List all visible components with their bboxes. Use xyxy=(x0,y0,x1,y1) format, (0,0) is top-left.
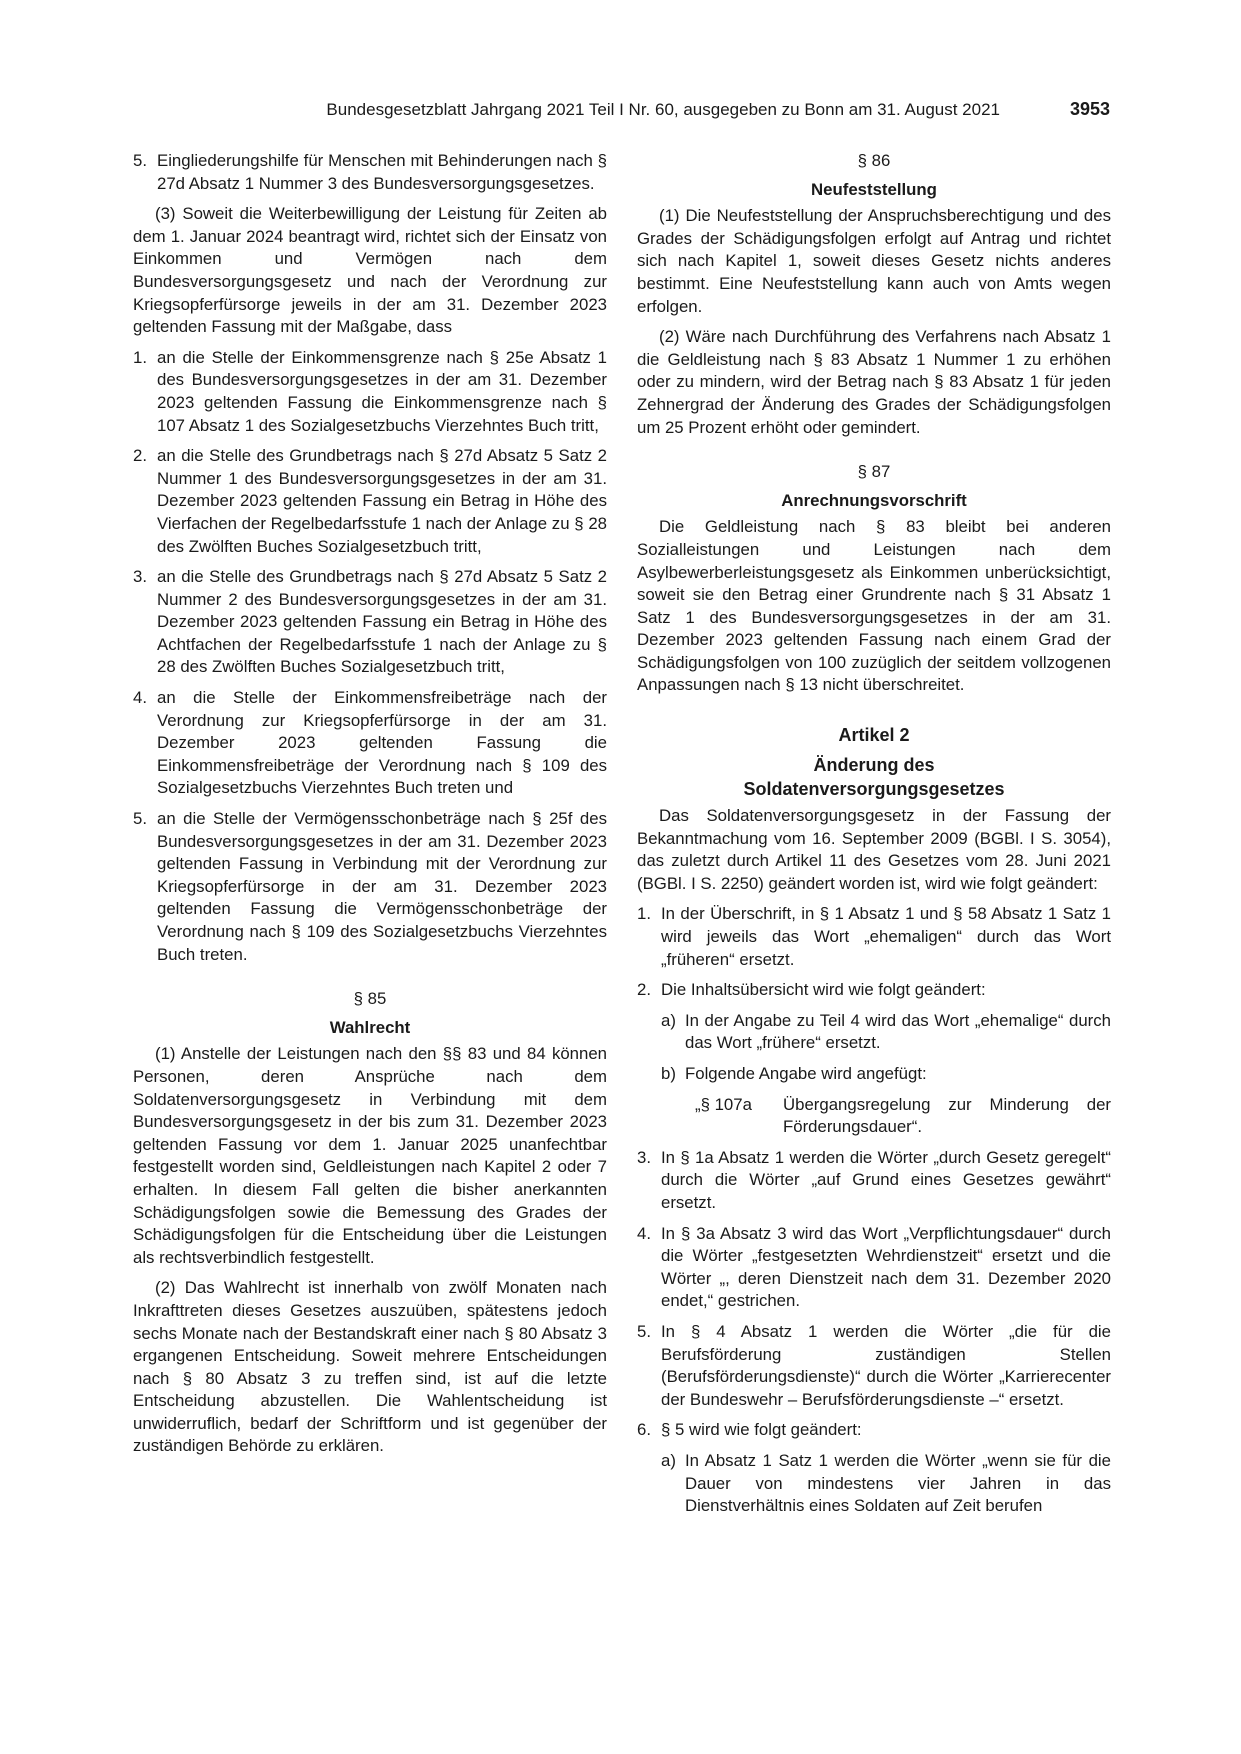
paragraph: (2) Das Wahlrecht ist innerhalb von zwölf Monaten nach Inkrafttreten dieses Gesetzes auszuüben, spätestens jedoch sechs Monate nach der Bestandskraft einer nach § 80 Absatz 3 ergangenen Entscheidung. Soweit mehrere Entscheidungen nach § 80 Absatz 3 zu treffen sind, ist auf die letzte Entscheidung abzustellen. Die Wahlentscheidung ist unwiderruflich, bedarf der Schriftform und ist gegenüber der zuständigen Behörde zu erklären. xyxy=(133,1278,607,1456)
paragraph: Das Soldatenversorgungsgesetz in der Fassung der Bekanntmachung vom 16. September 2009 (BGBl. I S. 3054), das zuletzt durch Artikel 11 des Gesetzes vom 28. Juni 2021 (BGBl. I S. 2250) geändert worden ist, wird wie folgt geändert: xyxy=(637,806,1111,893)
list-item: 3. an die Stelle des Grundbetrags nach § 27d Absatz 5 Satz 2 Nummer 2 des Bundesversorgungsgesetzes in der am 31. Dezember 2023 geltenden Fassung ein Betrag in Höhe des Achtfachen der Regelbedarfsstufe 1 nach der Anlage zu § 28 des Zwölften Buches Sozialgesetzbuch tritt, xyxy=(133,567,607,677)
list-subitem: a) In Absatz 1 Satz 1 werden die Wörter „wenn sie für die Dauer von mindestens vier Jahren in das Dienstverhältnis eines Soldaten auf Zeit berufen xyxy=(661,1450,1111,1516)
list-item: 5. In § 4 Absatz 1 werden die Wörter „die für die Berufsförderung zuständigen Stellen (Berufsförderungsdienste)“ durch die Wörter „Karrierecenter der Bundeswehr – Berufsförderungsdienste –“ ersetzt. xyxy=(637,1321,1111,1409)
paragraph: (3) Soweit die Weiterbewilligung der Leistung für Zeiten ab dem 1. Januar 2024 beantragt wird, richtet sich der Einsatz von Einkommen und Vermögen nach dem Bundesversorgungsgesetz und nach der Verordnung zur Kriegsopferfürsorge jeweils in der am 31. Dezember 2023 geltenden Fassung mit der Maßgabe, dass xyxy=(133,204,607,337)
list-subitem: b) Folgende Angabe wird angefügt: xyxy=(661,1064,927,1083)
list-subitem: a) In der Angabe zu Teil 4 wird das Wort „ehemalige“ durch das Wort „frühere“ ersetzt. xyxy=(661,1010,1111,1053)
left-column xyxy=(133,150,607,1466)
section-title: Anrechnungsvorschrift xyxy=(781,490,967,510)
quoted-entry: „§ 107a Übergangsregelung zur Minderung der Förderungsdauer“. xyxy=(695,1094,1111,1137)
list-item: 5. an die Stelle der Vermögensschonbeträge nach § 25f des Bundesversorgungsgesetzes in der am 31. Dezember 2023 geltenden Fassung in Verbindung mit der Verordnung zur Kriegsopferfürsorge in der am 31. Dezember 2023 geltenden Fassung die Vermögensschonbeträge der Verordnung nach § 109 des Sozialgesetzbuchs Vierzehntes Buch treten. xyxy=(133,809,607,964)
section-number: § 85 xyxy=(353,989,387,1009)
list-item: 4. In § 3a Absatz 3 wird das Wort „Verpflichtungsdauer“ durch die Wörter „festgesetzten Wehrdienstzeit“ ersetzt und die Wörter „, deren Dienstzeit nach dem 31. Dezember 2020 endet,“ gestrichen. xyxy=(637,1223,1111,1311)
list-item: 6. § 5 wird wie folgt geändert: xyxy=(637,1420,862,1440)
section-title: Wahlrecht xyxy=(329,1017,411,1037)
paragraph: (1) Anstelle der Leistungen nach den §§ 83 und 84 können Personen, deren Ansprüche nach dem Soldatenversorgungsgesetz in Verbindung mit dem Bundesversorgungsgesetz in der bis zum 31. Dezember 2023 geltenden Fassung vor dem 1. Januar 2025 unanfechtbar festgestellt worden sind, Geldleistungen nach Kapitel 2 oder 7 erhalten. In diesem Fall gelten die bisher anerkannten Schädigungsfolgen sowie die Bemessung des Grades der Schädigungsfolgen für die Entscheidung über die Leistungen als rechtsverbindlich festgestellt. xyxy=(133,1044,607,1267)
list-item: 1. In der Überschrift, in § 1 Absatz 1 und § 58 Absatz 1 Satz 1 wird jeweils das Wort „ehemaligen“ durch das Wort „früheren“ ersetzt. xyxy=(637,904,1111,969)
list-item: 2. Die Inhaltsübersicht wird wie folgt geändert: xyxy=(637,980,986,1000)
section-number: § 86 xyxy=(857,151,891,170)
article-title-line: Soldatenversorgungsgesetzes xyxy=(743,779,1005,800)
list-item: 2. an die Stelle des Grundbetrags nach § 27d Absatz 5 Satz 2 Nummer 1 des Bundesversorgungsgesetzes in der am 31. Dezember 2023 geltenden Fassung ein Betrag in Höhe des Vierfachen der Regelbedarfsstufe 1 nach der Anlage zu § 28 des Zwölften Buches Sozialgesetzbuch tritt, xyxy=(133,446,607,556)
article-label: Artikel 2 xyxy=(838,725,910,746)
article-title-line: Änderung des xyxy=(813,755,935,776)
list-item: 5. Eingliederungshilfe für Menschen mit Behinderungen nach § 27d Absatz 1 Nummer 3 des Bundesversorgungsgesetzes. xyxy=(133,151,607,193)
page-number: 3953 xyxy=(1069,99,1110,119)
paragraph: (2) Wäre nach Durchführung des Verfahrens nach Absatz 1 die Geldleistung nach § 83 Absatz 1 Nummer 1 zu erhöhen oder zu mindern, wird der Betrag nach § 83 Absatz 1 für jeden Zehnergrad der Änderung des Grades der Schädigungsfolgen um 25 Prozent erhöht oder gemindert. xyxy=(637,327,1111,437)
paragraph: (1) Die Neufeststellung der Anspruchsberechtigung und des Grades der Schädigungsfolgen erfolgt auf Antrag und richtet sich nach Kapitel 1, soweit dieses Gesetz nichts anderes bestimmt. Eine Neufeststellung kann auch von Amts wegen erfolgen. xyxy=(637,206,1111,316)
list-item: 3. In § 1a Absatz 1 werden die Wörter „durch Gesetz geregelt“ durch die Wörter „auf Grund eines Gesetzes gewährt“ ersetzt. xyxy=(637,1147,1111,1212)
gazette-title: Bundesgesetzblatt Jahrgang 2021 Teil I Nr. 60, ausgegeben zu Bonn am 31. August 2021 xyxy=(326,100,1000,119)
right-column xyxy=(637,150,1111,1526)
page-header xyxy=(130,100,1110,124)
section-number: § 87 xyxy=(857,462,891,482)
section-title: Neufeststellung xyxy=(811,179,937,199)
list-item: 4. an die Stelle der Einkommensfreibeträge nach der Verordnung zur Kriegsopferfürsorge in der am 31. Dezember 2023 geltenden Fassung die Einkommensfreibeträge der Verordnung nach § 109 des Sozialgesetzbuchs Vierzehntes Buch treten und xyxy=(133,688,607,798)
article-title xyxy=(637,753,1111,801)
list-item: 1. an die Stelle der Einkommensgrenze nach § 25e Absatz 1 des Bundesversorgungsgesetzes in der am 31. Dezember 2023 geltenden Fassung die Einkommensgrenze nach § 107 Absatz 1 des Sozialgesetzbuchs Vierzehntes Buch tritt, xyxy=(133,347,607,435)
paragraph: Die Geldleistung nach § 83 bleibt bei anderen Sozialleistungen und Leistungen nach dem Asylbewerberleistungsgesetz als Einkommen unberücksichtigt, soweit sie den Betrag einer Grundrente nach § 31 Absatz 1 Satz 1 des Bundesversorgungsgesetzes in der am 31. Dezember 2023 geltenden Fassung nach einem Grad der Schädigungsfolgen von 100 zuzüglich der seitdem vollzogenen Anpassungen nach § 13 nicht überschreitet. xyxy=(637,517,1111,695)
